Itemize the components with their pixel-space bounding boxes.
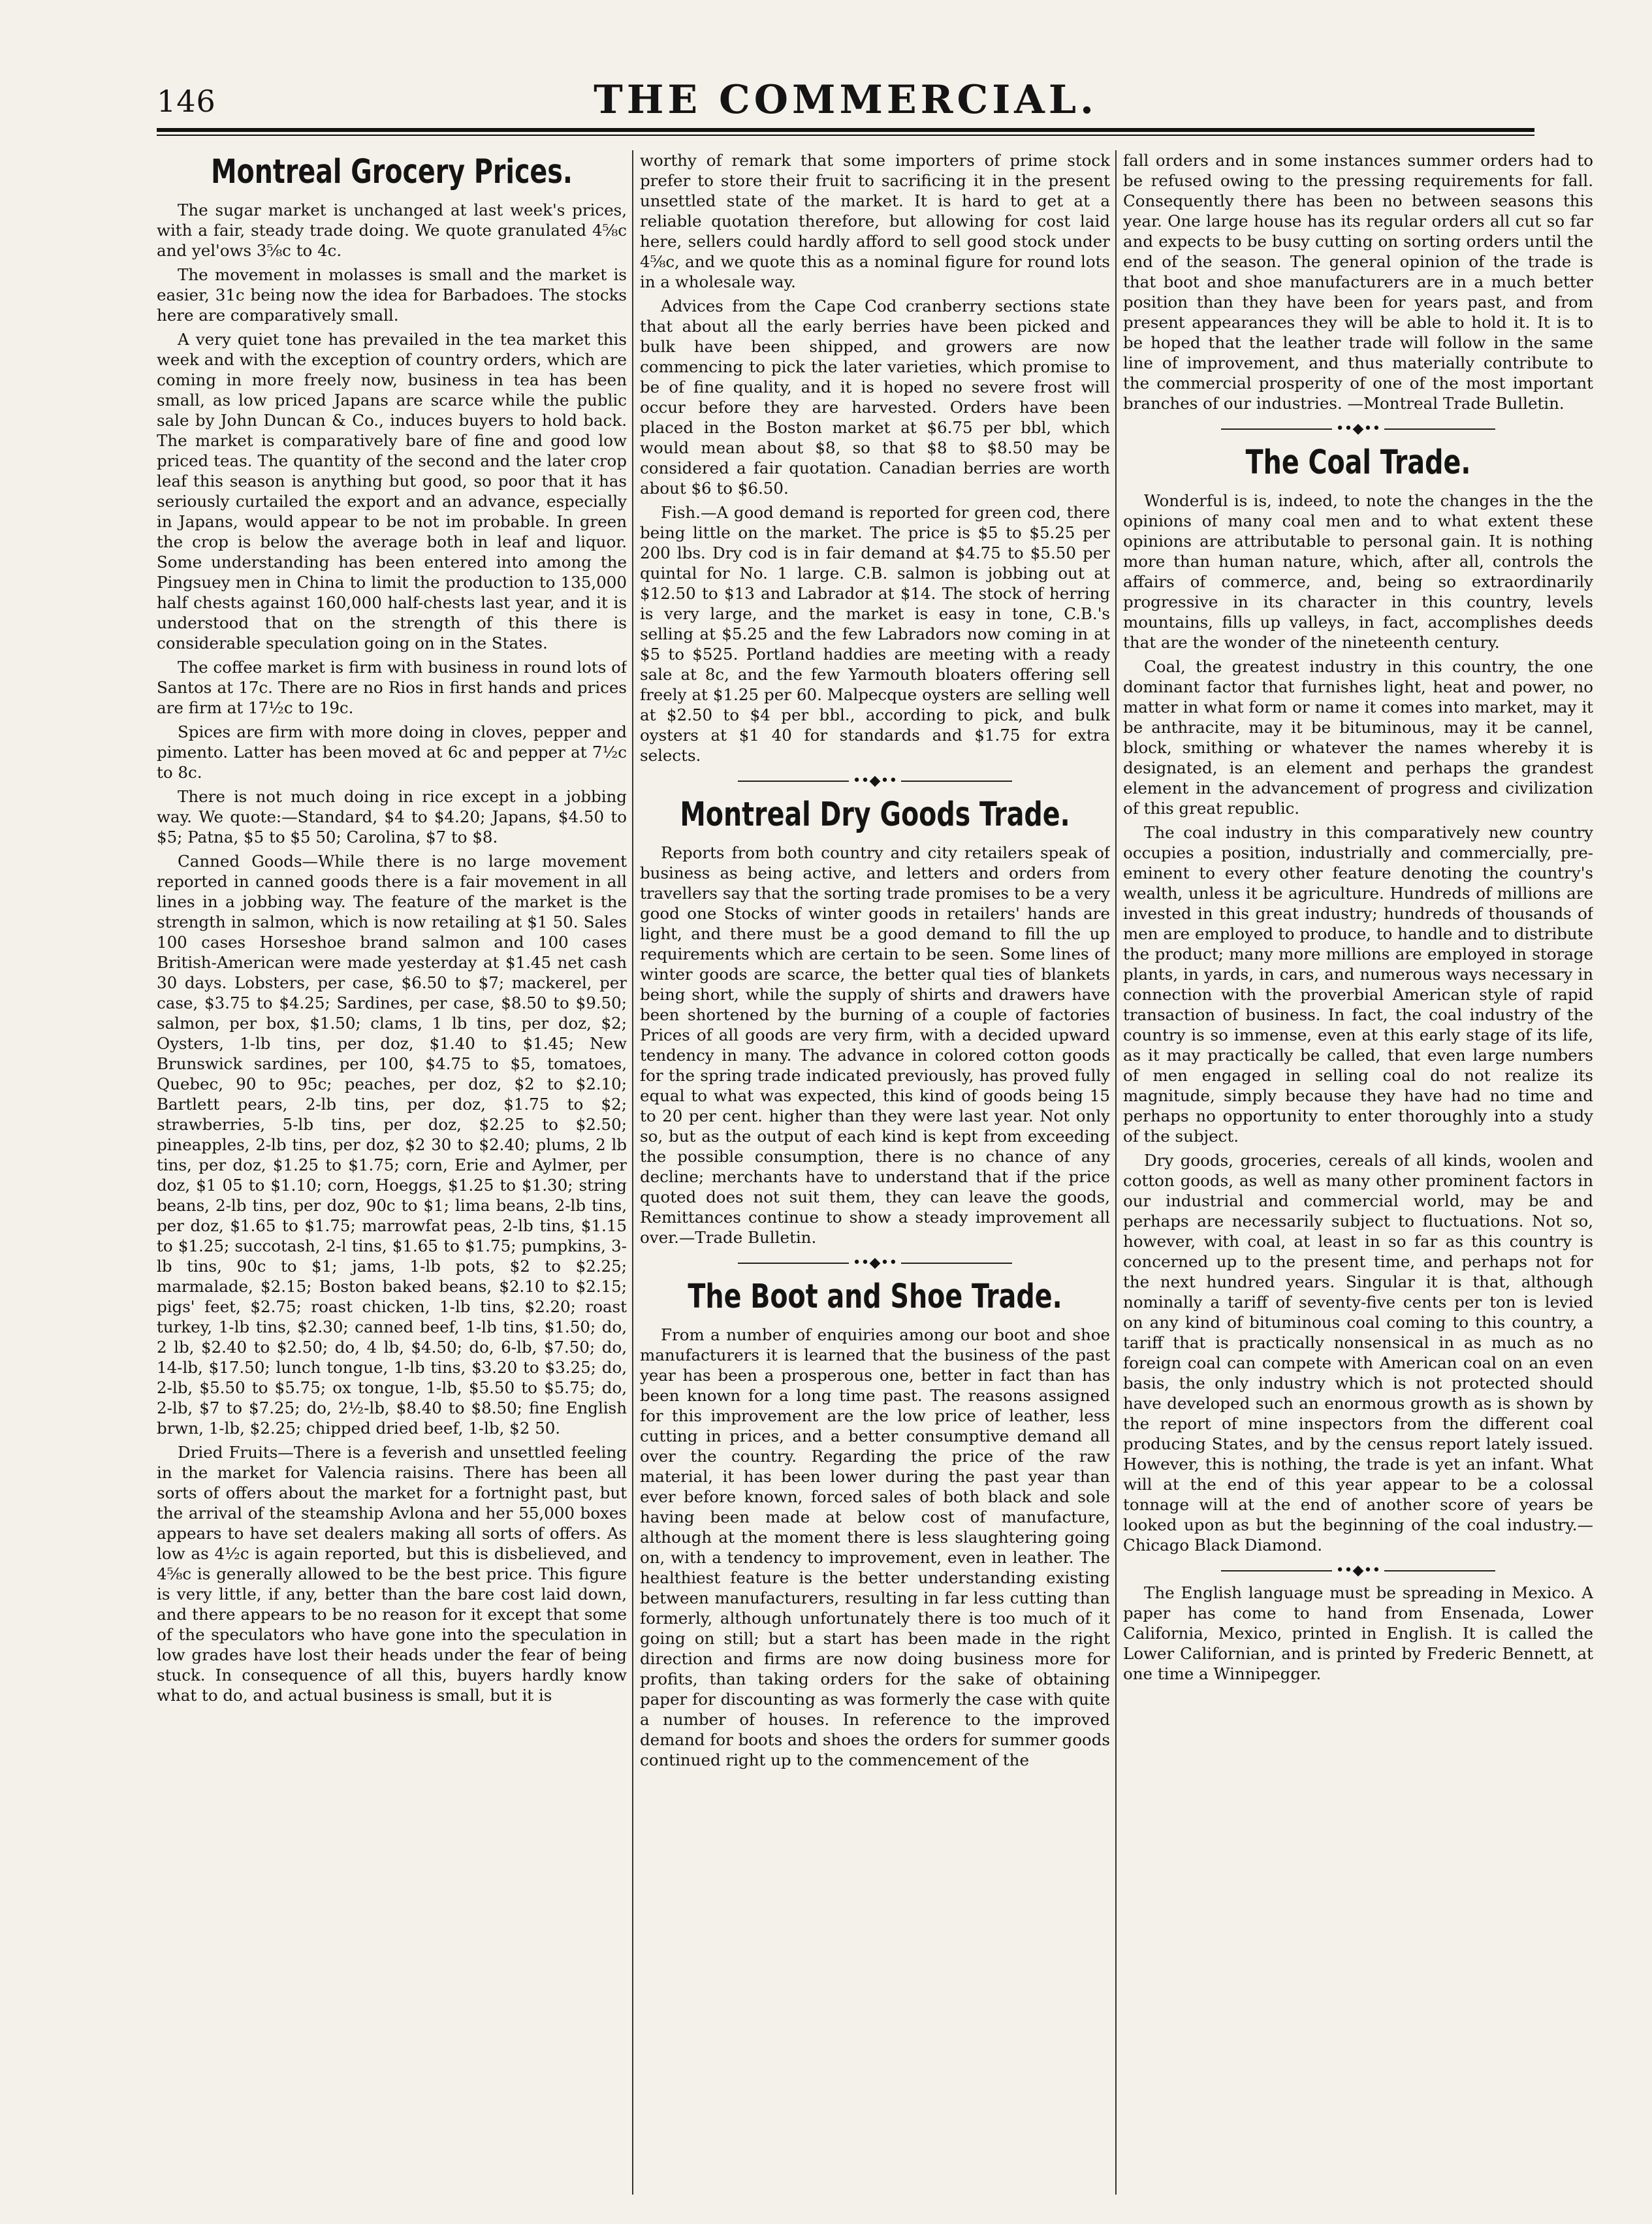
paragraph: Dry goods, groceries, cereals of all kinds, woolen and cotton goods, as well as many other prominent factors in our industrial and commercial world, may be and perhaps are necessarily subject to fluctuations. Not so, however, with coal, at least in so far as this country is concerned up to the present time, and perhaps not for the next hundred years. Singular it is that, although nominally a tariff of seventy-five cents per ton is levied on any kind of bituminous coal coming to this country, a tariff that is practically nonsensical in as much as no foreign coal can compete with American coal on an even basis, the only industry which is not protected should have developed such an enormous growth as is shown by the report of mine inspectors from the different coal producing States, and by the census report lately issued. However, this is nothing, the trade is yet an infant. What will at the end of this year appear to be a colossal tonnage will at the end of another score of years be looked upon as but the beginning of the coal industry.—Chicago Black Diamond.: [1123, 1151, 1593, 1555]
paragraph: Coal, the greatest industry in this country, the one dominant factor that furnishes light, heat and power, no matter in what form or name it comes into market, may it be anthracite, may it be bituminous, may it be cannel, block, smithing or whatever the names whereby it is designated, is an element and perhaps the grandest element in the advancement of progress and civilization of this great republic.: [1123, 657, 1593, 818]
column-1: [157, 150, 627, 2195]
paragraph: The English language must be spreading in Mexico. A paper has come to hand from Ensenada, Lower California, Mexico, printed in English. It is called the Lower Californian, and is printed by Frederic Bennett, at one time a Winnipegger.: [1123, 1583, 1593, 1683]
paragraph: There is not much doing in rice except in a jobbing way. We quote:—Standard, $4 to $4.20; Japans, $4.50 to $5; Patna, $5 to $5 50; Carolina, $7 to $8.: [157, 787, 627, 846]
divider-ornament: [640, 769, 1110, 793]
paragraph: Canned Goods—While there is no large movement reported in canned goods there is a fair movement in all lines in a jobbing way. The feature of the market is the strength in salmon, which is now retailing at $1 50. Sales 100 cases Horseshoe brand salmon and 100 cases British-American were made yesterday at $1.45 net cash 30 days. Lobsters, per case, $6.50 to $7; mackerel, per case, $3.75 to $4.25; Sardines, per case, $8.50 to $9.50; salmon, per box, $1.50; clams, 1 lb tins, per doz, $2; Oysters, 1-lb tins, per doz, $1.40 to $1.45; New Brunswick sardines, per 100, $4.75 to $5, tomatoes, Quebec, 90 to 95c; peaches, per doz, $2 to $2.10; Bartlett pears, 2-lb tins, per doz, $1.75 to $2; strawberries, 5-lb tins, per doz, $2.25 to $2.50; pineapples, 2-lb tins, per doz, $2 30 to $2.40; plums, 2 lb tins, per doz, $1.25 to $1.75; corn, Erie and Aylmer, per doz, $1 05 to $1.10; corn, Hoeggs, $1.25 to $1.30; string beans, 2-lb tins, per doz, 90c to $1; lima beans, 2-lb tins, per doz, $1.65 to $1.75; marrowfat peas, 2-lb tins, $1.15 to $1.25; succotash, 2-l tins, $1.65 to $1.75; pumpkins, 3-lb tins, 90c to $1; jams, 1-lb pots, $2 to $2.25; marmalade, $2.15; Boston baked beans, $2.10 to $2.15; pigs' feet, $2.75; roast chicken, 1-lb tins, $2.20; roast turkey, 1-lb tins, $2.30; canned beef, 1-lb tins, $1.50; do, 2 lb, $2.40 to $2.50; do, 4 lb, $4.50; do, 6-lb, $7.50; do, 14-lb, $17.50; lunch tongue, 1-lb tins, $3.20 to $3.25; do, 2-lb, $5.50 to $5.75; ox tongue, 1-lb, $5.50 to $5.75; do, 2-lb, $7 to $7.25; do, 2½-lb, $8.40 to $8.50; fine English brwn, 1-lb, $2.25; chipped dried beef, 1-lb, $2 50.: [157, 852, 627, 1438]
paragraph-continued: worthy of remark that some importers of prime stock prefer to store their fruit to sacrificing it in the present unsettled state of the market. It is hard to get at a reliable quotation therefore, but allowing for cost laid here, sellers could hardly afford to sell good stock under 4⅝c, and we quote this as a nominal figure for round lots in a wholesale way.: [640, 151, 1110, 291]
column-separator: [1115, 150, 1117, 2195]
masthead-rule-thin: [157, 135, 1534, 136]
paragraph-continued: fall orders and in some instances summer orders had to be refused owing to the pressing requirements for fall. Consequently there has been no between seasons this year. One large house has its regular orders all cut so far and expects to be busy cutting on sorting orders until the end of the season. The general opinion of the trade is that boot and shoe manufacturers are in a much better position than they have been for years past, and from present appearances they will be able to hold it. It is to be hoped that the leather trade will follow in the same line of improvement, and thus materially contribute to the commercial prosperity of one of the most important branches of our industries. —Montreal Trade Bulletin.: [1123, 151, 1593, 413]
article-divider: [1123, 417, 1593, 441]
paragraph: Fish.—A good demand is reported for green cod, there being little on the market. The price is $5 to $5.25 per 200 lbs. Dry cod is in fair demand at $4.75 to $5.50 per quintal for No. 1 large. C.B. salmon is jobbing out at $12.50 to $13 and Labrador at $14. The stock of herring is very large, and the market is easy in tone, C.B.'s selling at $5.25 and the few Labradors now coming in at $5 to $525. Portland haddies are meeting with a ready sale at 8c, and the few Yarmouth bloaters offering sell freely at $1.25 per 60. Malpecque oysters are selling well at $2.50 to $4 per bbl., according to pick, and bulk oysters at $1 40 for standards and $1.75 for extra selects.: [640, 503, 1110, 765]
paragraph: Wonderful is is, indeed, to note the changes in the the opinions of many coal men and to what extent these opinions are attributable to personal gain. It is nothing more than human nature, which, after all, controls the affairs of commerce, and, being so extraordinarily progressive in its character in this country, levels mountains, fills up valleys, in fact, accomplishes deeds that are the wonder of the nineteenth century.: [1123, 491, 1593, 652]
divider-glyph: ••◆••: [1332, 421, 1385, 437]
divider-ornament: [640, 1251, 1110, 1275]
article-headline: Montreal Dry Goods Trade.: [680, 796, 1070, 834]
divider-ornament: [1123, 1559, 1593, 1583]
newspaper-title: THE COMMERCIAL.: [594, 77, 1098, 123]
paragraph: Dried Fruits—There is a feverish and unsettled feeling in the market for Valencia raisins. There has been all sorts of offers about the market for a fortnight past, but the arrival of the steamship Avlona and her 55,000 boxes appears to have set dealers making all sorts of offers. As low as 4½c is again reported, but this is disbelieved, and 4⅝c is generally allowed to be the best price. This figure is very little, if any, better than the bare cost laid down, and there appears to be no reason for it except that some of the speculators who have gone into the speculation in low grades have lost their heads under the fear of being stuck. In consequence of all this, buyers hardly know what to do, and actual business is small, but it is: [157, 1443, 627, 1705]
divider-glyph: ••◆••: [849, 1255, 902, 1271]
article-headline: The Boot and Shoe Trade.: [688, 1278, 1062, 1316]
paragraph: The movement in molasses is small and the market is easier, 31c being now the idea for Barbadoes. The stocks here are comparatively small.: [157, 265, 627, 325]
article-divider: [640, 769, 1110, 793]
paragraph: Reports from both country and city retailers speak of business as being active, and letters and orders from travellers say that the sorting trade promises to be a very good one Stocks of winter goods in retailers' hands are light, and there must be a good demand to fill the up requirements which are certain to be seen. Some lines of winter goods are scarce, the better qual ties of blankets being short, while the supply of shirts and drawers have been shortened by the burning of a couple of factories Prices of all goods are very firm, with a decided upward tendency in many. The advance in colored cotton goods for the spring trade indicated previously, has proved fully equal to what was expected, this kind of goods being 15 to 20 per cent. higher than they were last year. Not only so, but as the output of each kind is kept from exceeding the possible consumption, there is no chance of any decline; merchants have to understand that if the price quoted does not suit them, they can leave the goods, Remittances continue to show a steady improvement all over.—Trade Bulletin.: [640, 843, 1110, 1247]
paragraph: The coal industry in this comparatively new country occupies a position, industrially and commercially, pre-eminent to every other feature denoting the country's wealth, unless it be agriculture. Hundreds of millions are invested in this great industry; hundreds of thousands of men are employed to produce, to handle and to distribute the product; many more millions are employed in storage plants, in yards, in cars, and numerous ways necessary in connection with the proverbial American style of rapid transaction of business. In fact, the coal industry of the country is so immense, even at this early stage of its life, as it may practically be called, that even large numbers of men engaged in selling coal do not realize its magnitude, simply because they have had no time and perhaps no opportunity to enter thoroughly into a study of the subject.: [1123, 823, 1593, 1146]
masthead: [157, 77, 1534, 129]
paragraph: The sugar market is unchanged at last week's prices, with a fair, steady trade doing. We quote granulated 4⅝c and yel'ows 3⅝c to 4c.: [157, 201, 627, 260]
article-divider: [1123, 1559, 1593, 1583]
divider-ornament: [1123, 417, 1593, 441]
page-number: 146: [157, 84, 216, 119]
paragraph: Advices from the Cape Cod cranberry sections state that about all the early berries have been picked and bulk have been shipped, and growers are now commencing to pick the later varieties, which promise to be of fine quality, and it is hoped no severe frost will occur before they are harvested. Orders have been placed in the Boston market at $6.75 per bbl, which would mean about $8, so that $8 to $8.50 may be considered a fair quotation. Canadian berries are worth about $6 to $6.50.: [640, 297, 1110, 498]
article-headline: Montreal Grocery Prices.: [211, 153, 573, 191]
paragraph: A very quiet tone has prevailed in the tea market this week and with the exception of country orders, which are coming in more freely now, business in tea has been small, as low priced Japans are scarce while the public sale by John Duncan & Co., induces buyers to hold back. The market is comparatively bare of fine and good low priced teas. The quantity of the second and the later crop leaf this season is anything but good, so poor that it has seriously curtailed the export and an advance, especially in Japans, would appear to be not im probable. In green the crop is below the average both in leaf and liquor. Some understanding has been entered into among the Pingsuey men in China to limit the production to 135,000 half chests against 160,000 half-chests last year, and it is understood that on the strength of this there is considerable speculation going on in the States.: [157, 330, 627, 653]
paragraph: Spices are firm with more doing in cloves, pepper and pimento. Latter has been moved at 6c and pepper at 7½c to 8c.: [157, 722, 627, 782]
paragraph: The coffee market is firm with business in round lots of Santos at 17c. There are no Rios in first hands and prices are firm at 17½c to 19c.: [157, 658, 627, 717]
article-headline: The Coal Trade.: [1245, 443, 1471, 482]
divider-glyph: ••◆••: [1332, 1562, 1385, 1579]
masthead-rule-thick: [157, 128, 1534, 132]
column-separator: [632, 150, 633, 2195]
column-3: [1123, 150, 1593, 2195]
paragraph: From a number of enquiries among our boot and shoe manufacturers it is learned that the business of the past year has been a prosperous one, better in fact than has been known for a long time past. The reasons assigned for this improvement are the low price of leather, less cutting in prices, and a better consumptive demand all over the country. Regarding the price of the raw material, it has been lower during the past year than ever before known, forced sales of both black and sole having been made at below cost of manufacture, although at the moment there is less slaughtering going on, with a tendency to improvement, even in leather. The healthiest feature is the better understanding existing between manufacturers, resulting in far less cutting than formerly, although unfortunately there is too much of it going on still; but a start has been made in the right direction and firms are now doing business more for profits, than taking orders for the sake of obtaining paper for discounting as was formerly the case with quite a number of houses. In reference to the improved demand for boots and shoes the orders for summer goods continued right up to the commencement of the: [640, 1325, 1110, 1769]
article-divider: [640, 1251, 1110, 1275]
column-2: [640, 150, 1110, 2195]
divider-glyph: ••◆••: [849, 773, 902, 789]
